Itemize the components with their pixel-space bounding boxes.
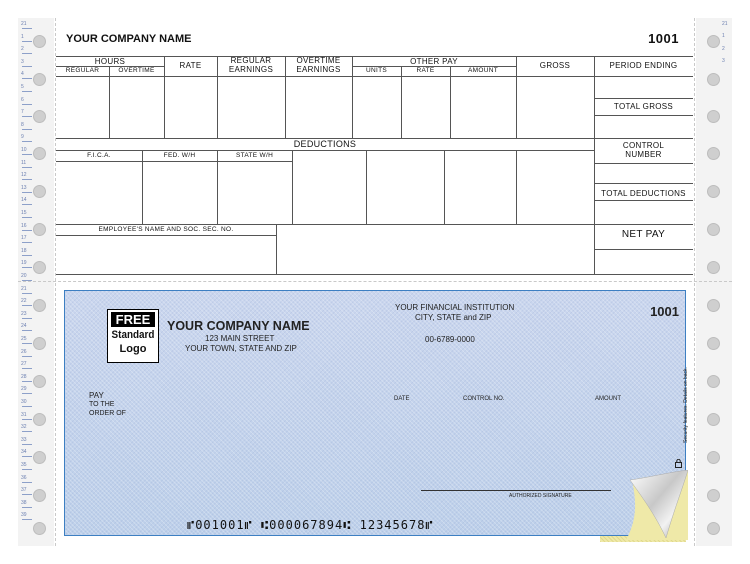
row-tick: [22, 519, 32, 520]
row-number: 3: [21, 58, 24, 65]
tractor-hole: [707, 223, 720, 236]
pay-label: PAY: [89, 391, 104, 400]
row-number: 33: [21, 436, 27, 443]
row-tick: [22, 444, 32, 445]
signature-line: [421, 490, 611, 491]
tractor-hole: [707, 110, 720, 123]
net-pay-header: NET PAY: [621, 229, 666, 240]
control-number-header-line1: CONTROL: [622, 141, 665, 150]
tractor-hole: [33, 413, 46, 426]
row-number: 11: [21, 159, 27, 166]
units-header: UNITS: [366, 67, 387, 74]
row-number: 18: [21, 247, 27, 254]
row-tick: [22, 242, 32, 243]
row-tick: [22, 482, 32, 483]
row-tick: [22, 91, 32, 92]
tractor-hole: [707, 522, 720, 535]
row-tick: [22, 406, 32, 407]
regular-earnings-header-line2: EARNINGS: [228, 65, 274, 74]
row-number: 26: [21, 348, 27, 355]
tractor-hole: [33, 489, 46, 502]
micr-line: ⑈001001⑈ ⑆000067894⑆ 12345678⑈: [187, 518, 434, 532]
row-tick: [22, 507, 32, 508]
tractor-hole: [33, 299, 46, 312]
row-number: 4: [21, 71, 24, 78]
row-tick: [22, 204, 32, 205]
row-number: 5: [21, 84, 24, 90]
tractor-hole: [707, 299, 720, 312]
authorized-signature-label: AUTHORIZED SIGNATURE: [509, 493, 572, 499]
padlock-icon: [675, 455, 682, 462]
tractor-hole: [707, 489, 720, 502]
check-street: 123 MAIN STREET: [205, 334, 275, 343]
payroll-stub: [56, 18, 693, 276]
row-tick: [22, 431, 32, 432]
bank-city: CITY, STATE and ZIP: [415, 313, 492, 322]
row-tick: [22, 129, 32, 130]
row-tick: [22, 28, 32, 29]
row-number-right: 3: [722, 58, 725, 65]
row-tick: [22, 356, 32, 357]
row-tick: [22, 154, 32, 155]
check: [64, 290, 689, 536]
row-number: 38: [21, 499, 27, 506]
row-number: 9: [21, 134, 24, 141]
row-number: 17: [21, 235, 27, 242]
row-tick: [22, 41, 32, 42]
row-number: 7: [21, 109, 24, 116]
other-rate-header: RATE: [416, 67, 435, 74]
gross-header: GROSS: [539, 61, 571, 70]
tractor-hole: [33, 337, 46, 350]
tractor-hole: [707, 337, 720, 350]
amount-label: AMOUNT: [595, 396, 621, 402]
regular-earnings-header-line1: REGULAR: [230, 56, 272, 65]
right-tractor-strip: [696, 18, 732, 546]
row-number: 28: [21, 373, 27, 380]
page-curl: [626, 470, 688, 540]
row-number: 14: [21, 197, 27, 204]
hours-header: HOURS: [94, 57, 126, 66]
row-number: 10: [21, 147, 27, 153]
row-number: 36: [21, 474, 27, 481]
security-note: Security features. Details on back.: [683, 367, 689, 443]
tractor-hole: [33, 73, 46, 86]
logo-placeholder: [107, 309, 159, 363]
row-number: 6: [21, 96, 24, 103]
row-number: 13: [21, 184, 27, 191]
bank-name: YOUR FINANCIAL INSTITUTION: [395, 303, 515, 312]
row-tick: [22, 116, 32, 117]
row-number: 16: [21, 222, 27, 229]
overtime-earnings-header-line2: EARNINGS: [296, 65, 341, 74]
row-tick: [22, 192, 32, 193]
row-tick: [22, 343, 32, 344]
tractor-hole: [33, 185, 46, 198]
deductions-header: DEDUCTIONS: [293, 139, 357, 149]
horizontal-perforation: [18, 281, 732, 282]
right-perforation: [694, 18, 695, 546]
tractor-hole: [707, 73, 720, 86]
row-tick: [22, 179, 32, 180]
row-tick: [22, 419, 32, 420]
row-tick: [22, 141, 32, 142]
overtime-hours-header: OVERTIME: [118, 67, 155, 74]
stub-check-number: 1001: [648, 31, 679, 46]
tractor-hole: [33, 375, 46, 388]
row-number: 31: [21, 411, 27, 418]
logo-free-text: FREE: [111, 312, 155, 327]
row-number: 22: [21, 298, 27, 305]
row-number: 8: [21, 121, 24, 128]
rate-header: RATE: [179, 61, 202, 70]
tractor-hole: [33, 261, 46, 274]
row-number-right: 1: [722, 33, 725, 39]
row-tick: [22, 53, 32, 54]
row-number: 1: [21, 33, 24, 40]
tractor-hole: [33, 110, 46, 123]
row-tick: [22, 456, 32, 457]
row-tick: [22, 66, 32, 67]
row-tick: [22, 104, 32, 105]
tractor-hole: [707, 375, 720, 388]
row-tick: [22, 368, 32, 369]
date-label: DATE: [394, 396, 410, 402]
row-number: 19: [21, 260, 27, 267]
state-wh-header: STATE W/H: [235, 152, 274, 159]
row-number: 30: [21, 399, 27, 405]
stub-company-name: YOUR COMPANY NAME: [66, 33, 192, 45]
total-gross-header: TOTAL GROSS: [613, 102, 674, 111]
row-tick: [22, 167, 32, 168]
tractor-hole: [33, 522, 46, 535]
tractor-hole: [707, 147, 720, 160]
row-tick: [22, 267, 32, 268]
row-number: 21: [722, 21, 728, 27]
logo-standard-text: Standard: [111, 329, 155, 341]
other-pay-header: OTHER PAY: [410, 57, 458, 66]
tractor-hole: [33, 147, 46, 160]
logo-logo-text: Logo: [119, 343, 147, 355]
row-number: 37: [21, 487, 27, 494]
row-tick: [22, 217, 32, 218]
routing-fraction: 00-6789-0000: [425, 335, 475, 344]
tractor-hole: [707, 185, 720, 198]
row-number: 20: [21, 273, 27, 279]
regular-hours-header: REGULAR: [65, 67, 100, 74]
row-number: 21: [21, 285, 27, 292]
check-town: YOUR TOWN, STATE AND ZIP: [185, 344, 297, 353]
total-deductions-header: TOTAL DEDUCTIONS: [601, 189, 686, 198]
row-number: 15: [21, 210, 27, 216]
check-company-name: YOUR COMPANY NAME: [167, 319, 310, 333]
row-number: 27: [21, 361, 27, 368]
row-number: 32: [21, 424, 27, 431]
row-tick: [22, 78, 32, 79]
row-tick: [22, 494, 32, 495]
row-number: 23: [21, 310, 27, 317]
row-tick: [22, 230, 32, 231]
fed-wh-header: FED. W/H: [163, 152, 196, 159]
control-no-label: CONTROL NO.: [463, 396, 505, 402]
row-number: 34: [21, 449, 27, 456]
row-tick: [22, 293, 32, 294]
row-number: 12: [21, 172, 27, 179]
row-tick: [22, 393, 32, 394]
row-number: 2: [21, 46, 24, 53]
row-number: 21: [21, 21, 27, 27]
period-ending-header: PERIOD ENDING: [609, 61, 678, 70]
row-number-right: 2: [722, 45, 725, 52]
row-tick: [22, 318, 32, 319]
tractor-hole: [33, 451, 46, 464]
row-tick: [22, 469, 32, 470]
employee-name-header: EMPLOYEE'S NAME AND SOC. SEC. NO.: [98, 226, 234, 233]
row-number: 39: [21, 512, 27, 519]
row-tick: [22, 330, 32, 331]
control-number-header-line2: NUMBER: [625, 150, 662, 159]
tractor-hole: [707, 413, 720, 426]
tractor-hole: [707, 261, 720, 274]
row-number: 29: [21, 386, 27, 393]
check-number: 1001: [650, 304, 679, 319]
row-number: 25: [21, 336, 27, 342]
amount-header: AMOUNT: [468, 67, 498, 74]
order-of-label: ORDER OF: [89, 410, 126, 417]
row-tick: [22, 280, 32, 281]
overtime-earnings-header-line1: OVERTIME: [296, 56, 341, 65]
tractor-hole: [33, 223, 46, 236]
row-tick: [22, 305, 32, 306]
row-number: 24: [21, 323, 27, 330]
tractor-hole: [707, 451, 720, 464]
fica-header: F.I.C.A.: [87, 152, 111, 159]
tractor-hole: [33, 35, 46, 48]
tractor-hole: [707, 35, 720, 48]
row-tick: [22, 381, 32, 382]
row-number: 35: [21, 462, 27, 468]
row-tick: [22, 255, 32, 256]
to-the-label: TO THE: [89, 401, 115, 408]
